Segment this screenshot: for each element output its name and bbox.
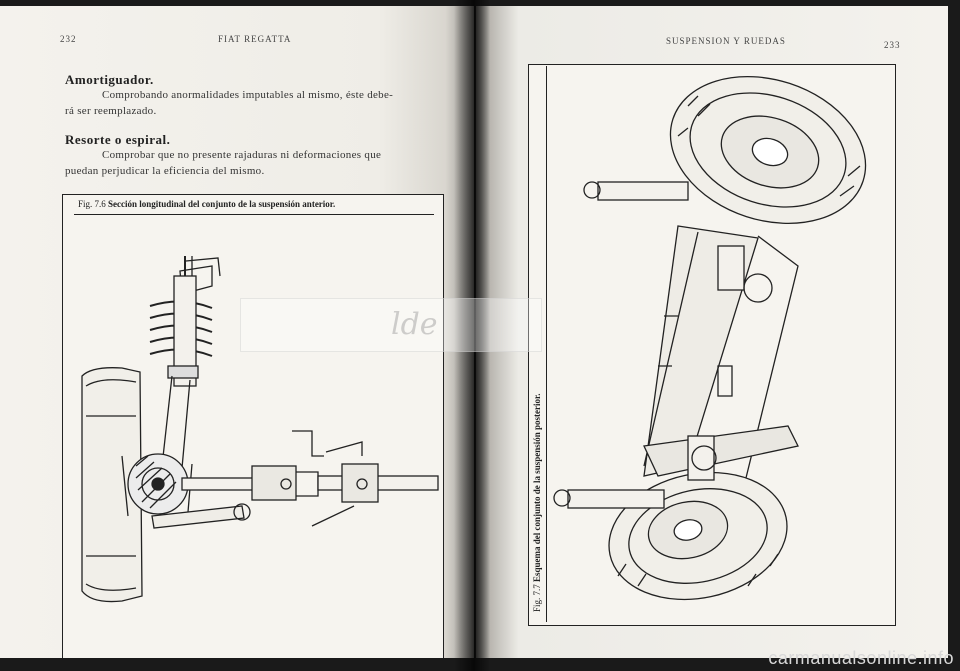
figure-label: Fig. 7.6 — [78, 199, 109, 209]
running-head-left: FIAT REGATTA — [218, 34, 292, 44]
figure-caption-7-6 — [78, 199, 335, 209]
page-number-right: 233 — [884, 40, 901, 50]
paragraph-line: Comprobar que no presente rajaduras ni deformaciones que — [102, 149, 382, 161]
watermark-overlay — [240, 298, 542, 352]
figure-caption-7-7 — [532, 394, 542, 612]
front-suspension-illustration — [62, 216, 444, 656]
paragraph-line: puedan perjudicar la eficiencia del mismo. — [65, 165, 265, 177]
figure-caption-text: Sección longitudinal del conjunto de la suspensión anterior. — [108, 199, 336, 209]
right-page — [476, 6, 948, 658]
figure-caption-text: Esquema del conjunto de la suspensión posterior. — [532, 393, 542, 582]
paragraph-line: Comprobando anormalidades imputables al mismo, éste debe- — [102, 89, 394, 101]
caption-divider — [74, 214, 434, 215]
rear-suspension-illustration — [548, 66, 892, 622]
running-head-right: SUSPENSION Y RUEDAS — [666, 36, 786, 46]
section-heading-amortiguador: Amortiguador. — [65, 72, 154, 87]
watermark-text: lde — [391, 307, 438, 342]
site-watermark-footer: carmanualsonline.info — [768, 648, 954, 668]
section-heading-resorte: Resorte o espiral. — [65, 132, 171, 147]
figure-label: Fig. 7.7 — [532, 581, 542, 612]
paragraph-line: rá ser reemplazado. — [65, 105, 157, 117]
page-number-left: 232 — [60, 34, 77, 44]
caption-divider — [546, 66, 547, 622]
